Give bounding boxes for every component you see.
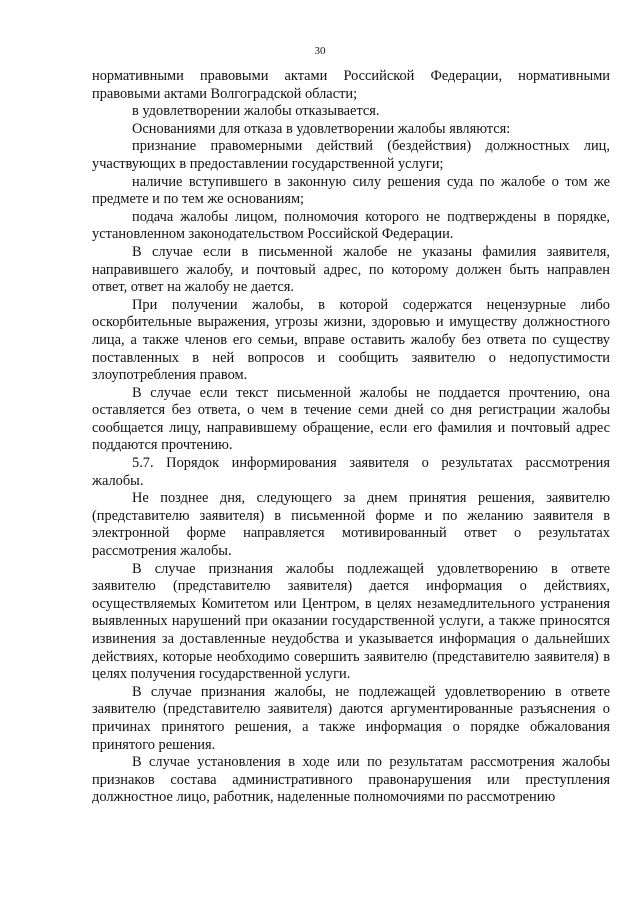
- page-number: 30: [314, 45, 326, 57]
- paragraph: В случае установления в ходе или по результатам рассмотрения жалобы признаков состава административного правонарушения или преступления должностное лицо, работник, наделенные полномочиями по рассмотрению: [92, 754, 610, 806]
- paragraph: В случае если в письменной жалобе не указаны фамилия заявителя, направившего жалобу, и почтовый адрес, по которому должен быть направлен ответ, ответ на жалобу не дается.: [92, 243, 610, 296]
- document-body: [92, 68, 610, 807]
- section-heading: 5.7. Порядок информирования заявителя о результатах рассмотрения жалобы.: [92, 455, 610, 489]
- paragraph: Основаниями для отказа в удовлетворении жалобы являются:: [132, 120, 511, 137]
- paragraph: В случае признания жалобы, не подлежащей удовлетворению в ответе заявителю (представителю заявителя) даются аргументированные разъяснения о причинах принятого решения, а также информация о порядке обжалования принятого решения.: [92, 683, 610, 753]
- paragraph-continuation: нормативными правовыми актами Российской Федерации, нормативными правовыми актами Волгоградской области;: [92, 68, 610, 102]
- paragraph: признание правомерными действий (бездействия) должностных лиц, участвующих в предоставлении государственной услуги;: [92, 138, 610, 172]
- paragraph: в удовлетворении жалобы отказывается.: [132, 103, 380, 120]
- paragraph: В случае если текст письменной жалобы не поддается прочтению, она оставляется без ответа, о чем в течение семи дней со дня регистрации жалобы сообщается лицу, направившему обращение, если его фамилия и почтовый адрес поддаются прочтению.: [92, 384, 610, 454]
- paragraph: При получении жалобы, в которой содержатся нецензурные либо оскорбительные выражения, угрозы жизни, здоровью и имуществу должностного лица, а также членов его семьи, вправе оставить жалобу без ответа по существу поставленных в ней вопросов и сообщить заявителю о недопустимости злоупотребления правом.: [92, 296, 610, 384]
- paragraph: наличие вступившего в законную силу решения суда по жалобе о том же предмете и по тем же основаниям;: [92, 173, 610, 208]
- paragraph: Не позднее дня, следующего за днем принятия решения, заявителю (представителю заявителя) в письменной форме и по желанию заявителя в электронной форме направляется мотивированный ответ о результатах рассмотрения жалобы.: [92, 490, 610, 560]
- paragraph: подача жалобы лицом, полномочия которого не подтверждены в порядке, установленном законодательством Российской Федерации.: [92, 208, 610, 243]
- paragraph: В случае признания жалобы подлежащей удовлетворению в ответе заявителю (представителю заявителя) дается информация о действиях, осуществляемых Комитетом или Центром, в целях незамедлительного устранения выявленных нарушений при оказании государственной услуги, а также приносятся извинения за доставленные неудобства и указывается информация о дальнейших действиях, которые необходимо совершить заявителю (представителю заявителя) в целях получения государственной услуги.: [92, 560, 610, 683]
